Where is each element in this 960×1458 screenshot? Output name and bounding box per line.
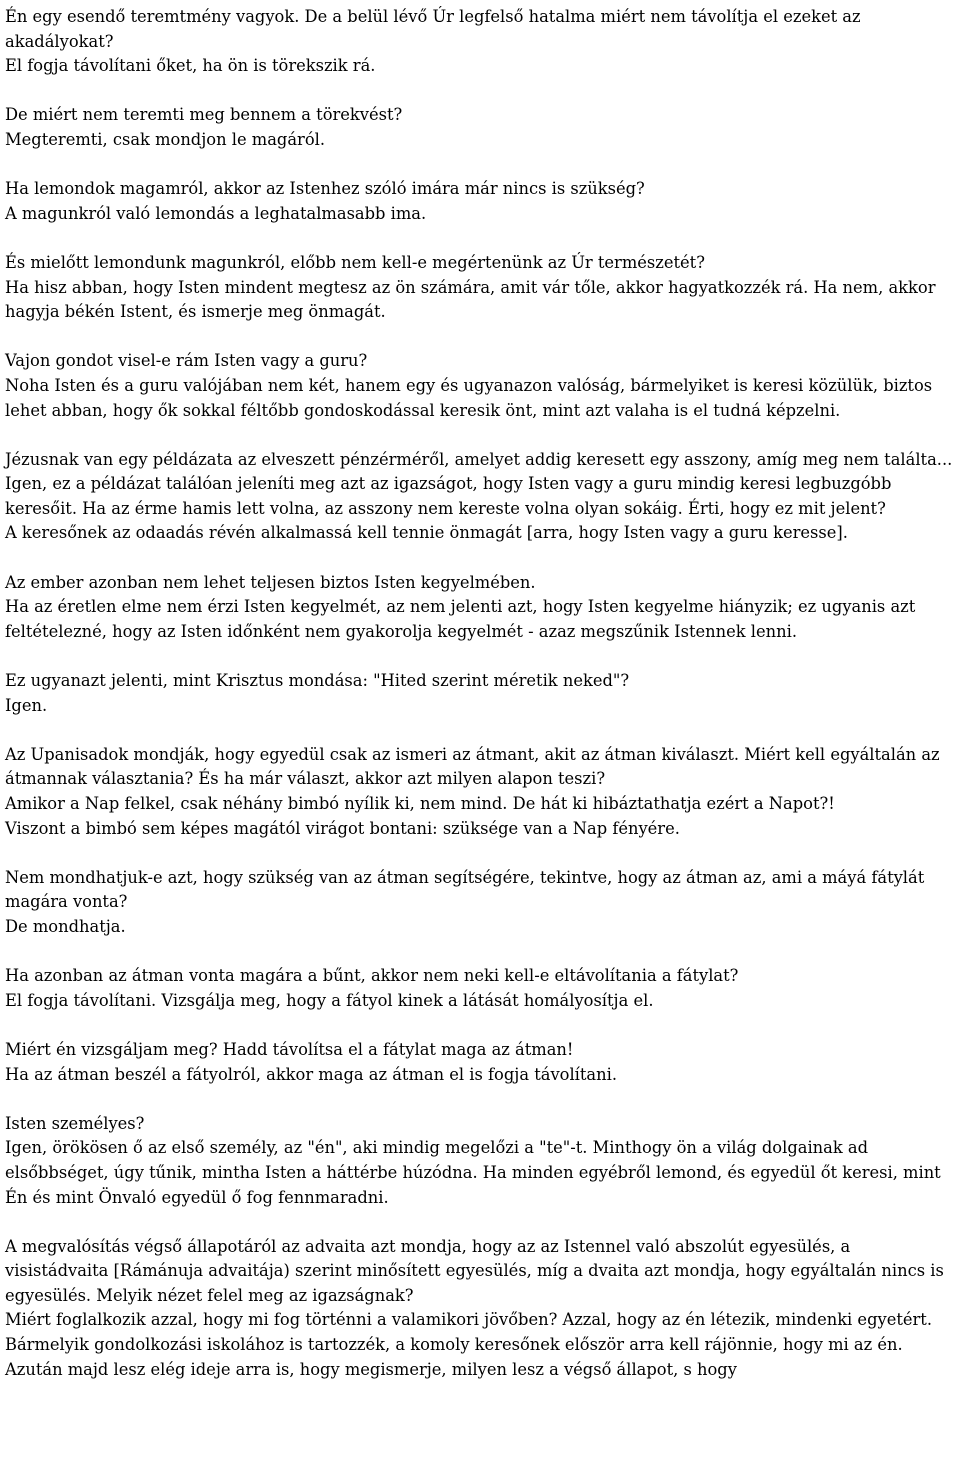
paragraph (5, 571, 955, 645)
paragraph (5, 743, 955, 841)
answer-line: A magunkról való lemondás a leghatalmasabb ima. (5, 203, 427, 223)
question-line: Ha azonban az átman vonta magára a bűnt, akkor nem neki kell-e eltávolítania a fátylat? (5, 966, 739, 986)
answer-line: Igen. (5, 695, 48, 715)
answer-line: Miért foglalkozik azzal, hogy mi fog történni a valamikori jövőben? Azzal, hogy az én létezik, mindenki egyetért. Bármelyik gondolkozási iskolához is tartozzék, a komoly keresőnek először arra kell rájönnie, hogy mi az én. Azután majd lesz elég ideje arra is, hogy megismerje, milyen lesz a végső állapot, s hogy (5, 1310, 933, 1379)
document-body (5, 5, 955, 1407)
answer-line: A keresőnek az odaadás révén alkalmassá kell tennie önmagát [arra, hogy Isten vagy a guru keresse]. (5, 523, 848, 543)
paragraph (5, 866, 955, 940)
paragraph (5, 1112, 955, 1210)
question-line: Vajon gondot visel-e rám Isten vagy a guru? (5, 351, 368, 371)
answer-line: El fogja távolítani őket, ha ön is törekszik rá. (5, 56, 376, 76)
paragraph (5, 349, 955, 423)
paragraph (5, 1235, 955, 1383)
question-line: Jézusnak van egy példázata az elveszett pénzérméről, amelyet addig keresett egy asszony, amíg meg nem találta... (5, 449, 953, 469)
question-line: Én egy esendő teremtmény vagyok. De a belül lévő Úr legfelső hatalma miért nem távolítja el ezeket az akadályokat? (5, 7, 861, 51)
answer-line: Ha az éretlen elme nem érzi Isten kegyelmét, az nem jelenti azt, hogy Isten kegyelme hiányzik; ez ugyanis azt feltételezné, hogy az Isten időnként nem gyakorolja kegyelmét - azaz megszűnik Istennek lenni. (5, 597, 916, 641)
answer-line: Ha az átman beszél a fátyolról, akkor maga az átman el is fogja távolítani. (5, 1064, 617, 1084)
question-line: Isten személyes? (5, 1113, 145, 1133)
answer-line: Igen, ez a példázat találóan jeleníti meg azt az igazságot, hogy Isten vagy a guru mindig keresi legbuzgóbb keresőit. Ha az érme hamis lett volna, az asszony nem kereste volna olyan sokáig. Érti, hogy ez mit jelent? (5, 474, 892, 518)
question-line: Nem mondhatjuk-e azt, hogy szükség van az átman segítségére, tekintve, hogy az átman az, ami a máyá fátylát magára vonta? (5, 867, 925, 912)
answer-line: Igen, örökösen ő az első személy, az "én", aki mindig megelőzi a "te"-t. Minthogy ön a világ dolgainak ad elsőbbséget, úgy tűnik, mintha Isten a háttérbe húzódna. Ha minden egyébről lemond, és egyedül őt keresi, mint Én és mint Önvaló egyedül ő fog fennmaradni. (5, 1138, 941, 1207)
paragraph (5, 1038, 955, 1087)
question-line: De miért nem teremti meg bennem a törekvést? (5, 105, 403, 125)
paragraph (5, 964, 955, 1013)
answer-line: Noha Isten és a guru valójában nem két, hanem egy és ugyanazon valóság, bármelyiket is keresi közülük, biztos lehet abban, hogy ők sokkal féltőbb gondoskodással keresik önt, mint azt valaha is el tudná képzelni. (5, 375, 933, 420)
answer-line: De mondhatja. (5, 916, 126, 936)
paragraph (5, 177, 955, 226)
paragraph (5, 669, 955, 718)
question-line: Ha lemondok magamról, akkor az Istenhez szóló imára már nincs is szükség? (5, 179, 645, 199)
paragraph (5, 448, 955, 546)
question-line: És mielőtt lemondunk magunkról, előbb nem kell-e megértenünk az Úr természetét? (5, 252, 705, 272)
question-line: Az ember azonban nem lehet teljesen biztos Isten kegyelmében. (5, 572, 536, 592)
answer-line: Amikor a Nap felkel, csak néhány bimbó nyílik ki, nem mind. De hát ki hibáztathatja ezért a Napot?! (5, 794, 835, 813)
paragraph (5, 5, 955, 79)
question-line: Ez ugyanazt jelenti, mint Krisztus mondása: "Hited szerint méretik neked"? (5, 671, 630, 691)
answer-line: Viszont a bimbó sem képes magától virágot bontani: szüksége van a Nap fényére. (5, 818, 680, 838)
question-line: Az Upanisadok mondják, hogy egyedül csak az ismeri az átmant, akit az átman kiválaszt. Miért kell egyáltalán az átmannak választania? És ha már választ, akkor azt milyen alapon teszi? (5, 744, 940, 789)
paragraph (5, 251, 955, 325)
question-line: A megvalósítás végső állapotáról az advaita azt mondja, hogy az az Istennel való abszolút egyesülés, a visistádvaita [Rámánuja advaitája) szerint minősített egyesülés, míg a dvaita azt mondja, hogy egyáltalán nincs is egyesülés. Melyik nézet felel meg az igazságnak? (5, 1236, 944, 1305)
answer-line: El fogja távolítani. Vizsgálja meg, hogy a fátyol kinek a látását homályosítja el. (5, 990, 654, 1010)
answer-line: Ha hisz abban, hogy Isten mindent megtesz az ön számára, amit vár tőle, akkor hagyatkozzék rá. Ha nem, akkor hagyja békén Istent, és ismerje meg önmagát. (5, 277, 936, 322)
answer-line: Megteremti, csak mondjon le magáról. (5, 129, 326, 149)
paragraph (5, 103, 955, 152)
question-line: Miért én vizsgáljam meg? Hadd távolítsa el a fátylat maga az átman! (5, 1039, 574, 1059)
